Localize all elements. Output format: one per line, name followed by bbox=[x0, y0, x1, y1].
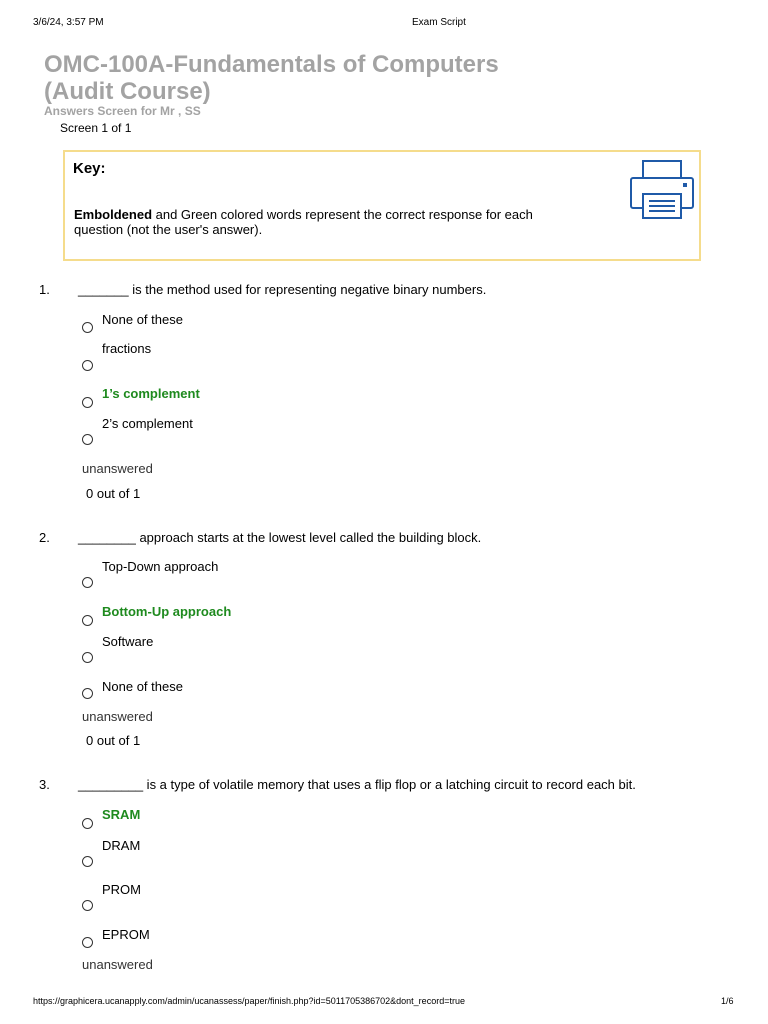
option-radio[interactable] bbox=[82, 856, 93, 867]
footer-page-number: 1/6 bbox=[721, 996, 734, 1006]
option-radio[interactable] bbox=[82, 900, 93, 911]
option-label: EPROM bbox=[102, 927, 150, 942]
option-label-correct: SRAM bbox=[102, 807, 141, 822]
option-radio[interactable] bbox=[82, 615, 93, 626]
option-label: fractions bbox=[102, 341, 152, 356]
page-title-line1: OMC-100A-Fundamentals of Computers bbox=[44, 51, 499, 78]
option-label: DRAM bbox=[102, 838, 141, 853]
key-description bbox=[74, 207, 584, 237]
page-subtitle: Answers Screen for Mr , SS bbox=[44, 104, 201, 118]
print-title: Exam Script bbox=[412, 17, 466, 28]
page-title bbox=[44, 51, 644, 105]
question-number: 2. bbox=[39, 530, 50, 545]
option-label: PROM bbox=[102, 882, 141, 897]
option-radio[interactable] bbox=[82, 818, 93, 829]
option-radio[interactable] bbox=[82, 360, 93, 371]
key-text: and Green colored words represent the correct response for each question (not the user's answer). bbox=[74, 207, 533, 237]
option-label: None of these bbox=[102, 312, 183, 327]
question-text: _________ is a type of volatile memory that uses a flip flop or a latching circuit to record each bit. bbox=[78, 777, 636, 792]
option-label-correct: 1’s complement bbox=[102, 386, 200, 401]
option-radio[interactable] bbox=[82, 577, 93, 588]
question-text: ________ approach starts at the lowest level called the building block. bbox=[78, 530, 482, 545]
option-label: Top-Down approach bbox=[102, 559, 219, 574]
screen-indicator: Screen 1 of 1 bbox=[60, 121, 132, 135]
option-radio[interactable] bbox=[82, 397, 93, 408]
page-title-line2: (Audit Course) bbox=[44, 78, 211, 105]
option-radio[interactable] bbox=[82, 652, 93, 663]
question-score: 0 out of 1 bbox=[86, 486, 141, 501]
option-radio[interactable] bbox=[82, 688, 93, 699]
option-radio[interactable] bbox=[82, 434, 93, 445]
key-box bbox=[63, 150, 701, 261]
printer-icon[interactable] bbox=[628, 158, 696, 220]
key-heading: Key: bbox=[73, 160, 106, 177]
footer-url: https://graphicera.ucanapply.com/admin/ucanassess/paper/finish.php?id=5011705386702&dont_record=true bbox=[33, 996, 465, 1006]
option-label: Software bbox=[102, 634, 154, 649]
question-number: 3. bbox=[39, 777, 50, 792]
answer-status: unanswered bbox=[82, 957, 153, 972]
printer-icon-graphic bbox=[628, 158, 696, 220]
print-datetime: 3/6/24, 3:57 PM bbox=[33, 17, 104, 28]
question-score: 0 out of 1 bbox=[86, 733, 141, 748]
option-label: None of these bbox=[102, 679, 183, 694]
option-radio[interactable] bbox=[82, 937, 93, 948]
option-label: 2’s complement bbox=[102, 416, 193, 431]
option-label-correct: Bottom-Up approach bbox=[102, 604, 232, 619]
question-number: 1. bbox=[39, 282, 50, 297]
answer-status: unanswered bbox=[82, 461, 153, 476]
answer-status: unanswered bbox=[82, 709, 153, 724]
question-text: _______ is the method used for representing negative binary numbers. bbox=[78, 282, 487, 297]
option-radio[interactable] bbox=[82, 322, 93, 333]
key-bold-word: Emboldened bbox=[74, 207, 153, 222]
